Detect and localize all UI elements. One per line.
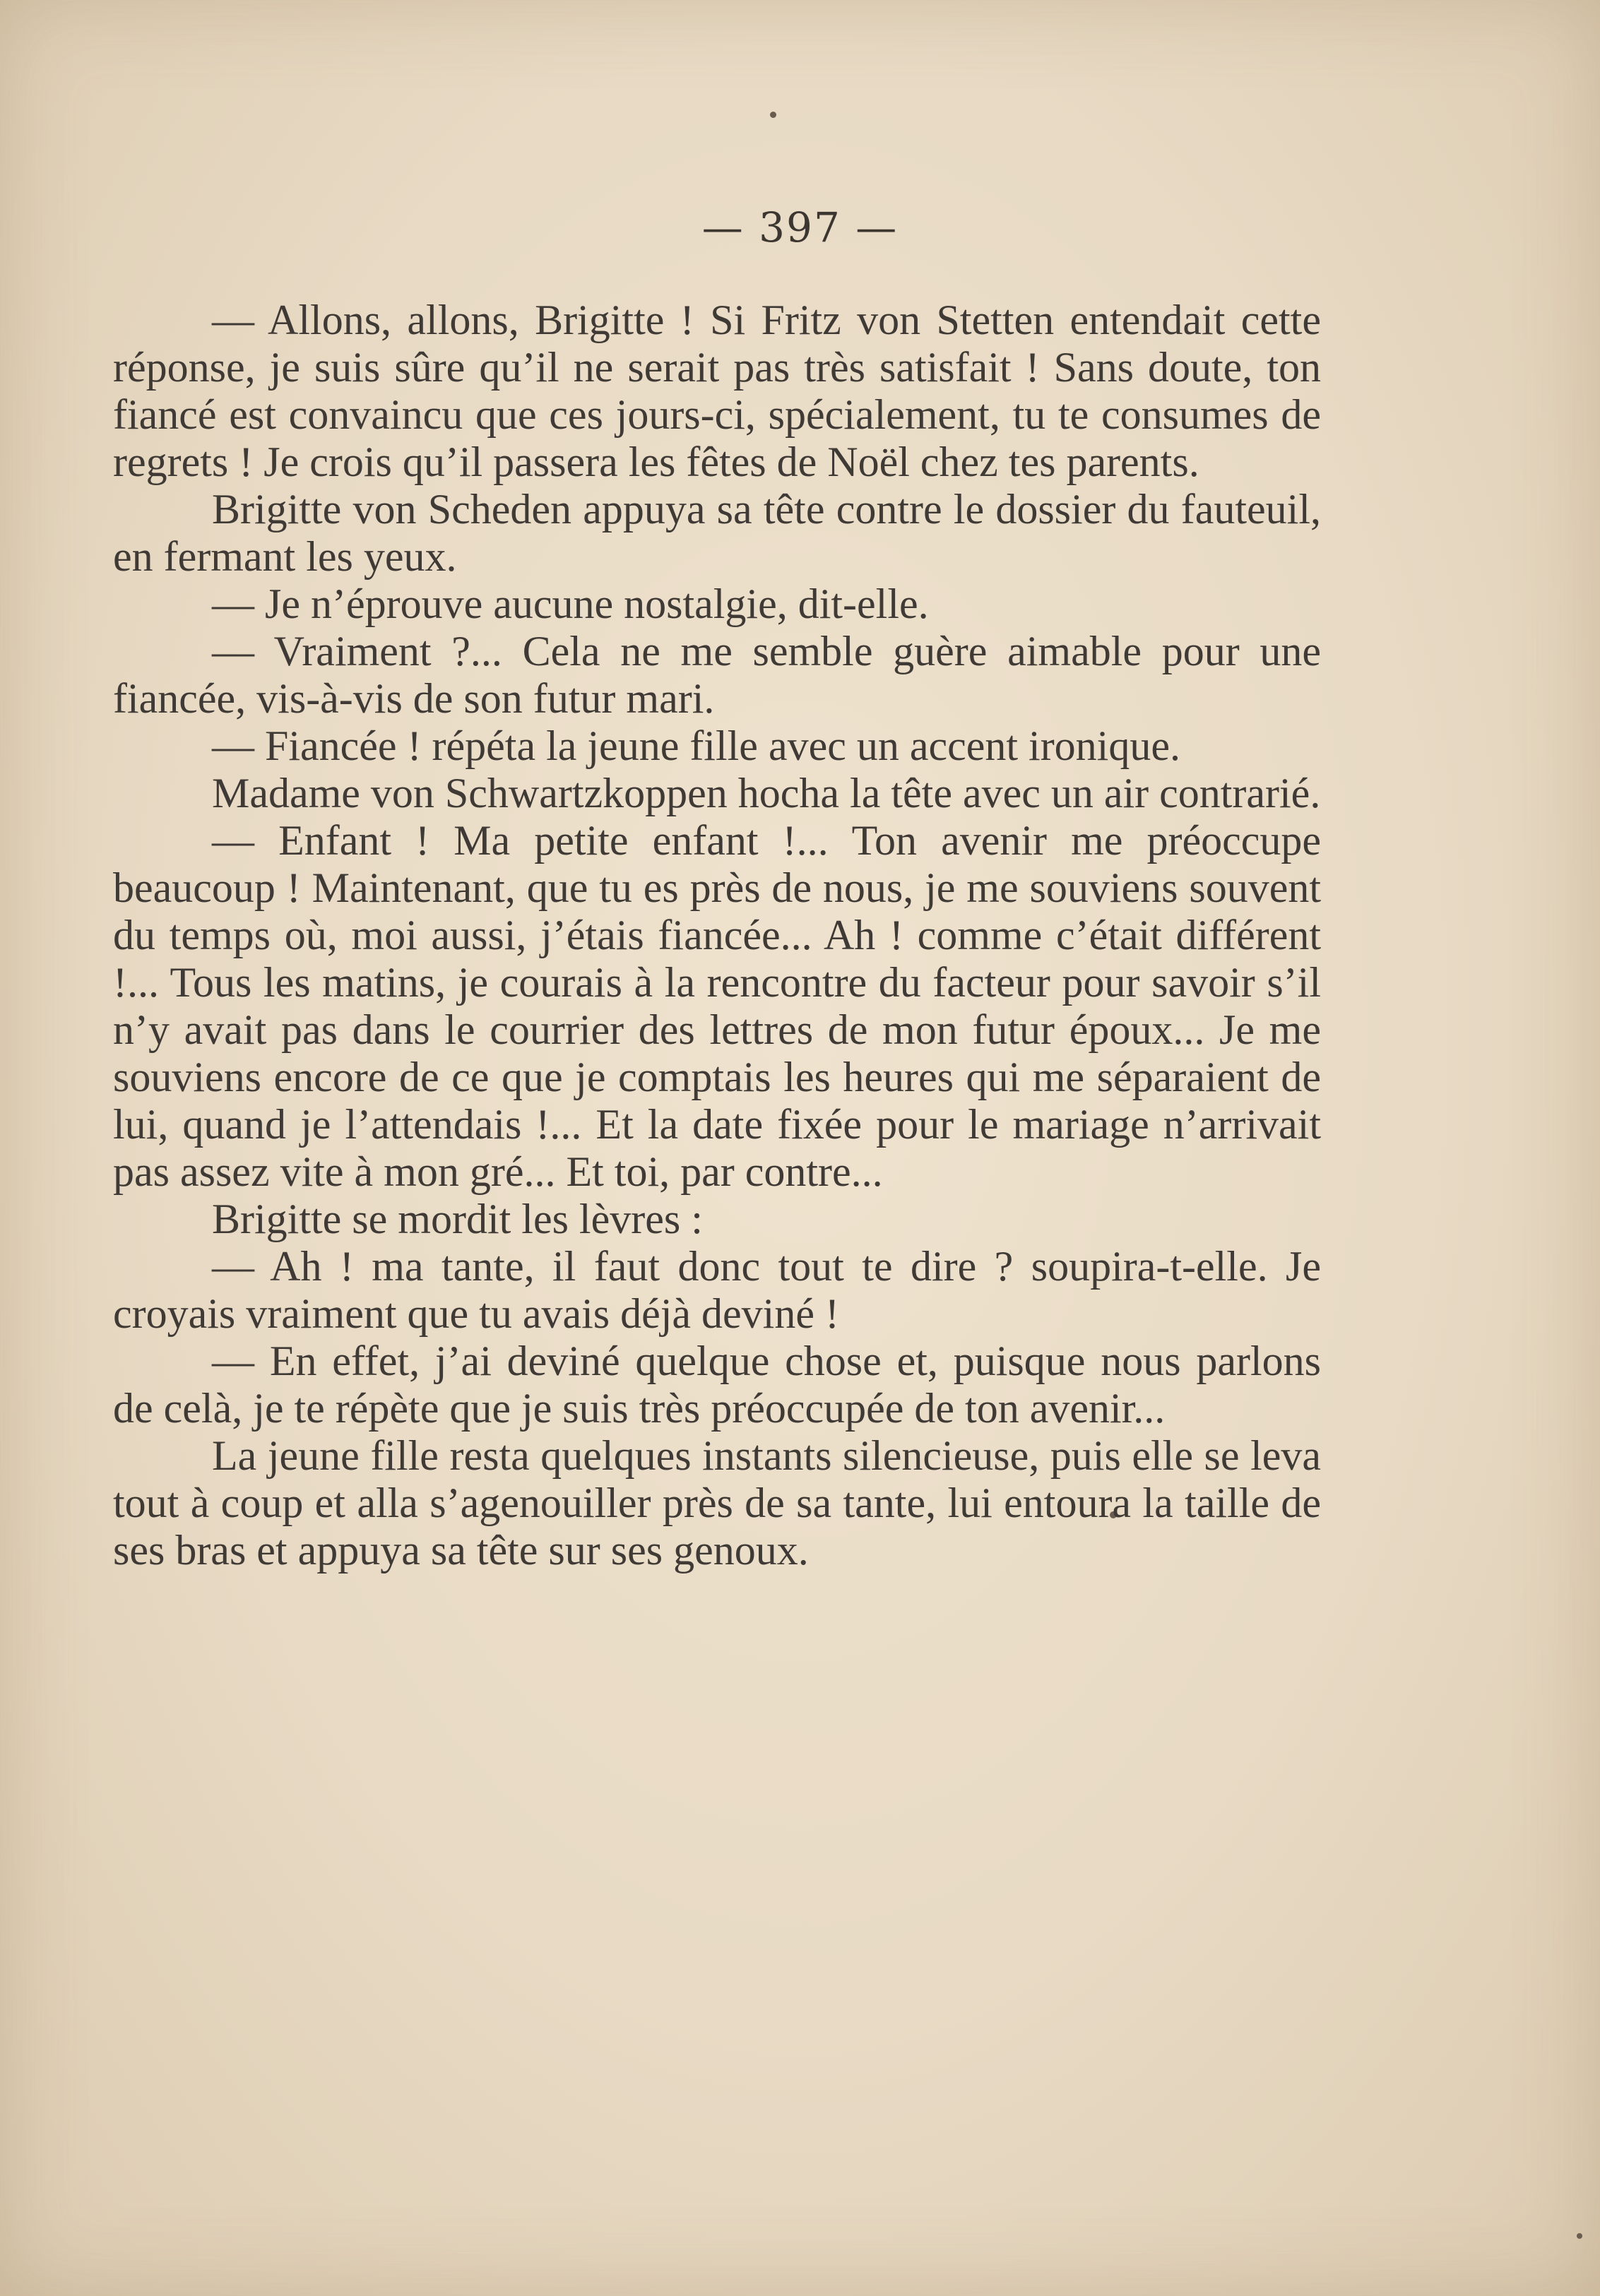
paragraph: — Allons, allons, Brigitte ! Si Fritz von Stetten entendait cette réponse, je suis sûre qu’il ne serait pas très satisfait ! Sans doute, ton fiancé est convaincu que ces jours-ci, spécialement, tu te consumes de regrets ! Je crois qu’il passera les fêtes de Noël chez tes parents.: [113, 297, 1321, 485]
paragraph: Madame von Schwartzkoppen hocha la tête avec un air contrarié.: [212, 770, 1321, 816]
ink-speck: [1577, 2233, 1582, 2239]
body-text: [113, 297, 1321, 1574]
paragraph: — Enfant ! Ma petite enfant !... Ton avenir me préoccupe beaucoup ! Maintenant, que tu es près de nous, je me souviens souvent du temps où, moi aussi, j’étais fiancée... Ah ! comme c’était différent !... Tous les matins, je courais à la rencontre du facteur pour savoir s’il n’y avait pas dans le courrier des lettres de mon futur époux... Je me souviens encore de ce que je comptais les heures qui me séparaient de lui, quand je l’attendais !... Et la date fixée pour le mariage n’arrivait pas assez vite à mon gré... Et toi, par contre...: [113, 817, 1321, 1195]
ink-speck: [770, 112, 776, 118]
paragraph: Brigitte se mordit les lèvres :: [212, 1196, 703, 1242]
paragraph: Brigitte von Scheden appuya sa tête contre le dossier du fauteuil, en fermant les yeux.: [113, 486, 1321, 580]
paragraph: — En effet, j’ai deviné quelque chose et, puisque nous parlons de celà, je te répète que je suis très préoccupée de ton avenir...: [113, 1338, 1321, 1432]
paragraph: — Ah ! ma tante, il faut donc tout te dire ? soupira-t-elle. Je croyais vraiment que tu avais déjà deviné !: [113, 1243, 1321, 1337]
paragraph: — Je n’éprouve aucune nostalgie, dit-elle.: [212, 581, 929, 627]
paragraph: La jeune fille resta quelques instants silencieuse, puis elle se leva tout à coup et alla s’agenouiller près de sa tante, lui entoura la taille de ses bras et appuya sa tête sur ses genoux.: [113, 1432, 1321, 1574]
paragraph: — Vraiment ?... Cela ne me semble guère aimable pour une fiancée, vis-à-vis de son futur mari.: [113, 628, 1321, 722]
paragraph: — Fiancée ! répéta la jeune fille avec un accent ironique.: [212, 722, 1180, 769]
page-number: — 397 —: [701, 203, 899, 251]
